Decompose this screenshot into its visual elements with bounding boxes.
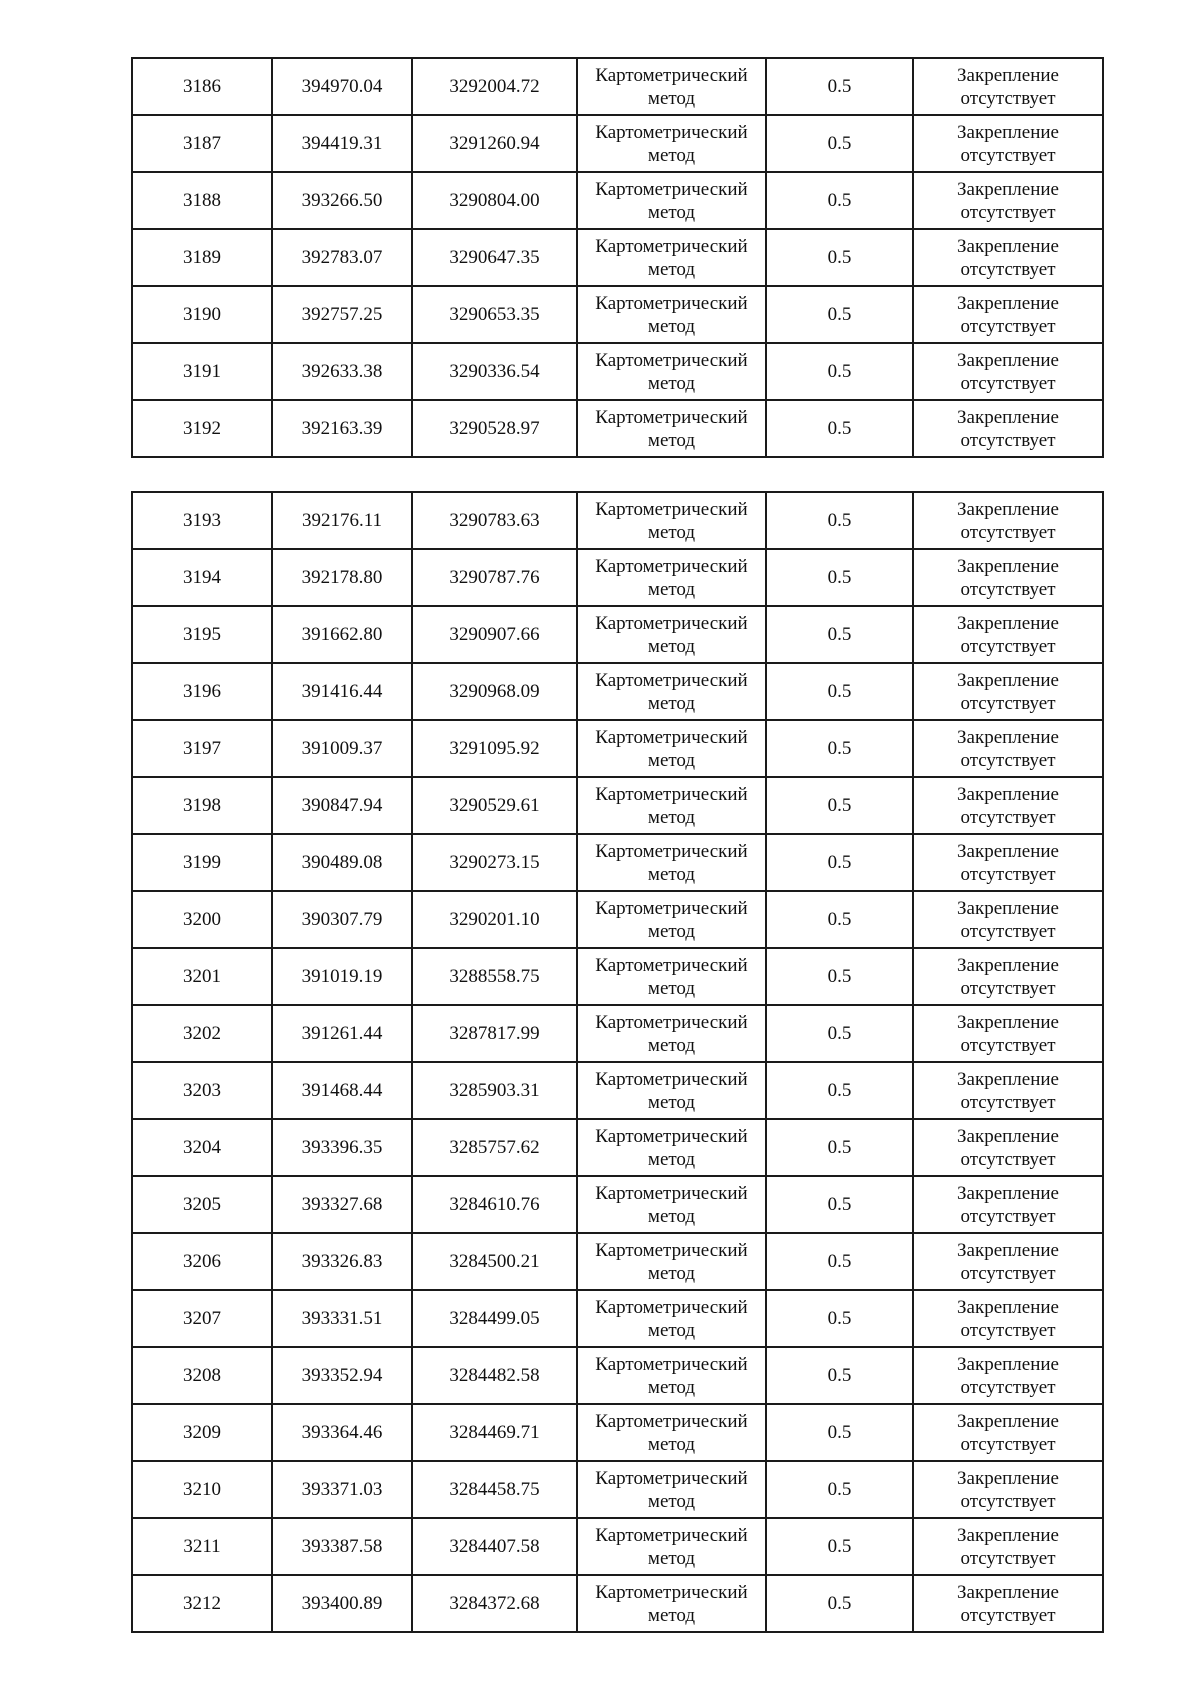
method-cell xyxy=(577,720,766,777)
method-text-line: метод xyxy=(647,201,696,223)
table-row xyxy=(132,1347,1103,1404)
x-coordinate-cell: 393266.50 xyxy=(272,172,412,229)
method-cell xyxy=(577,58,766,115)
x-coordinate-cell: 392163.39 xyxy=(272,400,412,457)
x-coordinate-cell: 392178.80 xyxy=(272,549,412,606)
table-row xyxy=(132,115,1103,172)
fixing-text-line: отсутствует xyxy=(960,1604,1056,1626)
fixing-text-line: отсутствует xyxy=(960,1547,1056,1569)
fixing-cell xyxy=(913,948,1103,1005)
point-number-cell: 3198 xyxy=(132,777,272,834)
point-number-cell: 3202 xyxy=(132,1005,272,1062)
point-number-cell: 3208 xyxy=(132,1347,272,1404)
point-number-cell: 3193 xyxy=(132,492,272,549)
method-text-line: метод xyxy=(647,1490,696,1512)
fixing-text-line: Закрепление xyxy=(957,235,1059,257)
x-coordinate-cell: 392783.07 xyxy=(272,229,412,286)
method-text-line: метод xyxy=(647,920,696,942)
method-cell xyxy=(577,400,766,457)
fixing-text-line: Закрепление xyxy=(957,1182,1059,1204)
fixing-text-line: Закрепление xyxy=(957,1524,1059,1546)
method-text-line: Картометрический xyxy=(595,64,748,86)
y-coordinate-cell: 3290201.10 xyxy=(412,891,577,948)
y-coordinate-cell: 3285903.31 xyxy=(412,1062,577,1119)
fixing-cell xyxy=(913,172,1103,229)
method-cell xyxy=(577,343,766,400)
table-row xyxy=(132,606,1103,663)
fixing-cell xyxy=(913,229,1103,286)
fixing-text-line: Закрепление xyxy=(957,669,1059,691)
fixing-cell xyxy=(913,115,1103,172)
y-coordinate-cell: 3284499.05 xyxy=(412,1290,577,1347)
x-coordinate-cell: 393331.51 xyxy=(272,1290,412,1347)
coordinates-table-top xyxy=(131,57,1104,458)
accuracy-cell: 0.5 xyxy=(766,1233,913,1290)
point-number-cell: 3200 xyxy=(132,891,272,948)
fixing-text-line: отсутствует xyxy=(960,863,1056,885)
x-coordinate-cell: 394419.31 xyxy=(272,115,412,172)
x-coordinate-cell: 393371.03 xyxy=(272,1461,412,1518)
method-text-line: Картометрический xyxy=(595,1125,748,1147)
method-text-line: Картометрический xyxy=(595,1182,748,1204)
fixing-cell xyxy=(913,777,1103,834)
method-text-line: Картометрический xyxy=(595,406,748,428)
method-text-line: метод xyxy=(647,1547,696,1569)
method-text-line: метод xyxy=(647,1604,696,1626)
accuracy-cell: 0.5 xyxy=(766,115,913,172)
fixing-cell xyxy=(913,492,1103,549)
method-text-line: Картометрический xyxy=(595,1524,748,1546)
fixing-text-line: Закрепление xyxy=(957,954,1059,976)
fixing-text-line: Закрепление xyxy=(957,897,1059,919)
fixing-text-line: отсутствует xyxy=(960,1262,1056,1284)
fixing-text-line: отсутствует xyxy=(960,1148,1056,1170)
method-text-line: метод xyxy=(647,1319,696,1341)
accuracy-cell: 0.5 xyxy=(766,1404,913,1461)
accuracy-cell: 0.5 xyxy=(766,58,913,115)
method-text-line: метод xyxy=(647,749,696,771)
fixing-cell xyxy=(913,1461,1103,1518)
method-text-line: Картометрический xyxy=(595,1410,748,1432)
point-number-cell: 3195 xyxy=(132,606,272,663)
table-row xyxy=(132,1005,1103,1062)
method-cell xyxy=(577,492,766,549)
y-coordinate-cell: 3291095.92 xyxy=(412,720,577,777)
method-text-line: Картометрический xyxy=(595,954,748,976)
accuracy-cell: 0.5 xyxy=(766,663,913,720)
fixing-cell xyxy=(913,663,1103,720)
y-coordinate-cell: 3290907.66 xyxy=(412,606,577,663)
y-coordinate-cell: 3290336.54 xyxy=(412,343,577,400)
fixing-cell xyxy=(913,1119,1103,1176)
fixing-cell xyxy=(913,1404,1103,1461)
fixing-text-line: отсутствует xyxy=(960,692,1056,714)
method-text-line: Картометрический xyxy=(595,178,748,200)
method-text-line: метод xyxy=(647,578,696,600)
method-text-line: Картометрический xyxy=(595,1011,748,1033)
y-coordinate-cell: 3287817.99 xyxy=(412,1005,577,1062)
fixing-text-line: отсутствует xyxy=(960,429,1056,451)
accuracy-cell: 0.5 xyxy=(766,1119,913,1176)
point-number-cell: 3211 xyxy=(132,1518,272,1575)
coordinates-table-bottom xyxy=(131,491,1104,1633)
fixing-text-line: Закрепление xyxy=(957,783,1059,805)
method-text-line: Картометрический xyxy=(595,783,748,805)
method-cell xyxy=(577,286,766,343)
fixing-text-line: Закрепление xyxy=(957,121,1059,143)
method-text-line: метод xyxy=(647,692,696,714)
fixing-cell xyxy=(913,1290,1103,1347)
method-cell xyxy=(577,1233,766,1290)
method-text-line: Картометрический xyxy=(595,897,748,919)
fixing-text-line: отсутствует xyxy=(960,578,1056,600)
method-text-line: метод xyxy=(647,1091,696,1113)
x-coordinate-cell: 393396.35 xyxy=(272,1119,412,1176)
fixing-text-line: отсутствует xyxy=(960,1376,1056,1398)
method-text-line: метод xyxy=(647,372,696,394)
fixing-text-line: отсутствует xyxy=(960,315,1056,337)
method-text-line: Картометрический xyxy=(595,555,748,577)
table-row xyxy=(132,663,1103,720)
method-text-line: Картометрический xyxy=(595,121,748,143)
table-row xyxy=(132,891,1103,948)
x-coordinate-cell: 391416.44 xyxy=(272,663,412,720)
point-number-cell: 3206 xyxy=(132,1233,272,1290)
fixing-text-line: отсутствует xyxy=(960,144,1056,166)
x-coordinate-cell: 391019.19 xyxy=(272,948,412,1005)
accuracy-cell: 0.5 xyxy=(766,172,913,229)
method-text-line: Картометрический xyxy=(595,498,748,520)
accuracy-cell: 0.5 xyxy=(766,1347,913,1404)
y-coordinate-cell: 3284458.75 xyxy=(412,1461,577,1518)
point-number-cell: 3194 xyxy=(132,549,272,606)
point-number-cell: 3186 xyxy=(132,58,272,115)
x-coordinate-cell: 390847.94 xyxy=(272,777,412,834)
accuracy-cell: 0.5 xyxy=(766,229,913,286)
accuracy-cell: 0.5 xyxy=(766,606,913,663)
point-number-cell: 3189 xyxy=(132,229,272,286)
fixing-text-line: Закрепление xyxy=(957,1467,1059,1489)
table-row xyxy=(132,777,1103,834)
method-text-line: Картометрический xyxy=(595,1296,748,1318)
table-row xyxy=(132,58,1103,115)
y-coordinate-cell: 3288558.75 xyxy=(412,948,577,1005)
method-cell xyxy=(577,172,766,229)
fixing-cell xyxy=(913,1062,1103,1119)
accuracy-cell: 0.5 xyxy=(766,1005,913,1062)
accuracy-cell: 0.5 xyxy=(766,1575,913,1632)
method-text-line: Картометрический xyxy=(595,840,748,862)
table-row xyxy=(132,1290,1103,1347)
method-cell xyxy=(577,834,766,891)
fixing-text-line: Закрепление xyxy=(957,840,1059,862)
method-text-line: метод xyxy=(647,87,696,109)
point-number-cell: 3196 xyxy=(132,663,272,720)
y-coordinate-cell: 3285757.62 xyxy=(412,1119,577,1176)
y-coordinate-cell: 3290529.61 xyxy=(412,777,577,834)
method-text-line: метод xyxy=(647,1433,696,1455)
accuracy-cell: 0.5 xyxy=(766,1290,913,1347)
method-cell xyxy=(577,1176,766,1233)
fixing-text-line: Закрепление xyxy=(957,292,1059,314)
table-row xyxy=(132,1119,1103,1176)
table-row xyxy=(132,172,1103,229)
method-text-line: метод xyxy=(647,315,696,337)
x-coordinate-cell: 394970.04 xyxy=(272,58,412,115)
method-cell xyxy=(577,606,766,663)
method-cell xyxy=(577,663,766,720)
method-text-line: Картометрический xyxy=(595,669,748,691)
fixing-cell xyxy=(913,834,1103,891)
table-row xyxy=(132,1062,1103,1119)
point-number-cell: 3192 xyxy=(132,400,272,457)
fixing-text-line: отсутствует xyxy=(960,1091,1056,1113)
accuracy-cell: 0.5 xyxy=(766,1461,913,1518)
fixing-text-line: отсутствует xyxy=(960,201,1056,223)
method-text-line: метод xyxy=(647,1205,696,1227)
fixing-text-line: Закрепление xyxy=(957,64,1059,86)
method-cell xyxy=(577,1461,766,1518)
method-cell xyxy=(577,777,766,834)
method-text-line: метод xyxy=(647,1262,696,1284)
fixing-text-line: отсутствует xyxy=(960,1433,1056,1455)
y-coordinate-cell: 3284482.58 xyxy=(412,1347,577,1404)
x-coordinate-cell: 391009.37 xyxy=(272,720,412,777)
fixing-cell xyxy=(913,1005,1103,1062)
fixing-text-line: отсутствует xyxy=(960,1034,1056,1056)
fixing-cell xyxy=(913,58,1103,115)
method-text-line: Картометрический xyxy=(595,1353,748,1375)
table-row xyxy=(132,343,1103,400)
fixing-text-line: отсутствует xyxy=(960,920,1056,942)
fixing-text-line: Закрепление xyxy=(957,406,1059,428)
method-text-line: метод xyxy=(647,144,696,166)
method-cell xyxy=(577,1290,766,1347)
point-number-cell: 3207 xyxy=(132,1290,272,1347)
fixing-text-line: отсутствует xyxy=(960,372,1056,394)
fixing-text-line: отсутствует xyxy=(960,521,1056,543)
fixing-text-line: Закрепление xyxy=(957,1125,1059,1147)
y-coordinate-cell: 3291260.94 xyxy=(412,115,577,172)
accuracy-cell: 0.5 xyxy=(766,343,913,400)
x-coordinate-cell: 393326.83 xyxy=(272,1233,412,1290)
x-coordinate-cell: 390489.08 xyxy=(272,834,412,891)
method-text-line: метод xyxy=(647,806,696,828)
fixing-text-line: Закрепление xyxy=(957,1296,1059,1318)
point-number-cell: 3204 xyxy=(132,1119,272,1176)
y-coordinate-cell: 3284372.68 xyxy=(412,1575,577,1632)
fixing-text-line: отсутствует xyxy=(960,977,1056,999)
fixing-text-line: Закрепление xyxy=(957,555,1059,577)
table-row xyxy=(132,1575,1103,1632)
fixing-text-line: Закрепление xyxy=(957,1239,1059,1261)
point-number-cell: 3203 xyxy=(132,1062,272,1119)
method-text-line: Картометрический xyxy=(595,612,748,634)
x-coordinate-cell: 391662.80 xyxy=(272,606,412,663)
x-coordinate-cell: 393352.94 xyxy=(272,1347,412,1404)
point-number-cell: 3210 xyxy=(132,1461,272,1518)
x-coordinate-cell: 393327.68 xyxy=(272,1176,412,1233)
fixing-text-line: отсутствует xyxy=(960,806,1056,828)
x-coordinate-cell: 393400.89 xyxy=(272,1575,412,1632)
fixing-cell xyxy=(913,891,1103,948)
y-coordinate-cell: 3284610.76 xyxy=(412,1176,577,1233)
accuracy-cell: 0.5 xyxy=(766,549,913,606)
fixing-cell xyxy=(913,1233,1103,1290)
method-text-line: метод xyxy=(647,429,696,451)
fixing-cell xyxy=(913,400,1103,457)
accuracy-cell: 0.5 xyxy=(766,492,913,549)
method-cell xyxy=(577,1347,766,1404)
fixing-cell xyxy=(913,1176,1103,1233)
y-coordinate-cell: 3290968.09 xyxy=(412,663,577,720)
point-number-cell: 3188 xyxy=(132,172,272,229)
fixing-cell xyxy=(913,286,1103,343)
accuracy-cell: 0.5 xyxy=(766,286,913,343)
method-cell xyxy=(577,1119,766,1176)
y-coordinate-cell: 3290783.63 xyxy=(412,492,577,549)
fixing-text-line: отсутствует xyxy=(960,1205,1056,1227)
y-coordinate-cell: 3284500.21 xyxy=(412,1233,577,1290)
accuracy-cell: 0.5 xyxy=(766,1176,913,1233)
point-number-cell: 3191 xyxy=(132,343,272,400)
table-row xyxy=(132,400,1103,457)
accuracy-cell: 0.5 xyxy=(766,948,913,1005)
y-coordinate-cell: 3290528.97 xyxy=(412,400,577,457)
method-cell xyxy=(577,1518,766,1575)
y-coordinate-cell: 3284407.58 xyxy=(412,1518,577,1575)
method-cell xyxy=(577,115,766,172)
table-row xyxy=(132,1461,1103,1518)
y-coordinate-cell: 3290804.00 xyxy=(412,172,577,229)
point-number-cell: 3187 xyxy=(132,115,272,172)
point-number-cell: 3190 xyxy=(132,286,272,343)
fixing-cell xyxy=(913,606,1103,663)
fixing-text-line: отсутствует xyxy=(960,1319,1056,1341)
method-text-line: Картометрический xyxy=(595,1581,748,1603)
x-coordinate-cell: 392757.25 xyxy=(272,286,412,343)
table-row xyxy=(132,948,1103,1005)
table-row xyxy=(132,1518,1103,1575)
point-number-cell: 3212 xyxy=(132,1575,272,1632)
method-text-line: метод xyxy=(647,635,696,657)
table-row xyxy=(132,229,1103,286)
table-row xyxy=(132,1404,1103,1461)
fixing-text-line: Закрепление xyxy=(957,1068,1059,1090)
method-cell xyxy=(577,229,766,286)
fixing-text-line: Закрепление xyxy=(957,726,1059,748)
fixing-text-line: Закрепление xyxy=(957,612,1059,634)
accuracy-cell: 0.5 xyxy=(766,777,913,834)
accuracy-cell: 0.5 xyxy=(766,891,913,948)
fixing-text-line: Закрепление xyxy=(957,349,1059,371)
fixing-cell xyxy=(913,1518,1103,1575)
fixing-text-line: Закрепление xyxy=(957,1581,1059,1603)
fixing-text-line: Закрепление xyxy=(957,1353,1059,1375)
fixing-text-line: Закрепление xyxy=(957,178,1059,200)
method-text-line: Картометрический xyxy=(595,1068,748,1090)
fixing-text-line: Закрепление xyxy=(957,1011,1059,1033)
point-number-cell: 3201 xyxy=(132,948,272,1005)
table-row xyxy=(132,286,1103,343)
method-cell xyxy=(577,1005,766,1062)
fixing-text-line: отсутствует xyxy=(960,258,1056,280)
fixing-cell xyxy=(913,343,1103,400)
method-cell xyxy=(577,1575,766,1632)
table-row xyxy=(132,1233,1103,1290)
table-row xyxy=(132,1176,1103,1233)
fixing-text-line: отсутствует xyxy=(960,749,1056,771)
y-coordinate-cell: 3284469.71 xyxy=(412,1404,577,1461)
y-coordinate-cell: 3290273.15 xyxy=(412,834,577,891)
x-coordinate-cell: 391261.44 xyxy=(272,1005,412,1062)
method-text-line: метод xyxy=(647,1148,696,1170)
y-coordinate-cell: 3290787.76 xyxy=(412,549,577,606)
method-cell xyxy=(577,891,766,948)
method-text-line: Картометрический xyxy=(595,726,748,748)
method-text-line: метод xyxy=(647,1034,696,1056)
table-row xyxy=(132,492,1103,549)
method-text-line: метод xyxy=(647,863,696,885)
method-text-line: метод xyxy=(647,258,696,280)
point-number-cell: 3205 xyxy=(132,1176,272,1233)
method-text-line: метод xyxy=(647,977,696,999)
fixing-cell xyxy=(913,1575,1103,1632)
x-coordinate-cell: 390307.79 xyxy=(272,891,412,948)
table-row xyxy=(132,549,1103,606)
method-text-line: Картометрический xyxy=(595,1239,748,1261)
x-coordinate-cell: 392633.38 xyxy=(272,343,412,400)
x-coordinate-cell: 393387.58 xyxy=(272,1518,412,1575)
method-text-line: Картометрический xyxy=(595,235,748,257)
method-text-line: Картометрический xyxy=(595,1467,748,1489)
method-text-line: метод xyxy=(647,521,696,543)
fixing-cell xyxy=(913,1347,1103,1404)
accuracy-cell: 0.5 xyxy=(766,1518,913,1575)
point-number-cell: 3199 xyxy=(132,834,272,891)
method-cell xyxy=(577,1404,766,1461)
point-number-cell: 3197 xyxy=(132,720,272,777)
x-coordinate-cell: 392176.11 xyxy=(272,492,412,549)
accuracy-cell: 0.5 xyxy=(766,400,913,457)
fixing-text-line: Закрепление xyxy=(957,1410,1059,1432)
fixing-cell xyxy=(913,720,1103,777)
x-coordinate-cell: 393364.46 xyxy=(272,1404,412,1461)
fixing-text-line: отсутствует xyxy=(960,87,1056,109)
method-cell xyxy=(577,948,766,1005)
method-text-line: Картометрический xyxy=(595,292,748,314)
y-coordinate-cell: 3292004.72 xyxy=(412,58,577,115)
fixing-cell xyxy=(913,549,1103,606)
method-cell xyxy=(577,549,766,606)
fixing-text-line: Закрепление xyxy=(957,498,1059,520)
accuracy-cell: 0.5 xyxy=(766,834,913,891)
point-number-cell: 3209 xyxy=(132,1404,272,1461)
fixing-text-line: отсутствует xyxy=(960,635,1056,657)
method-text-line: Картометрический xyxy=(595,349,748,371)
method-cell xyxy=(577,1062,766,1119)
y-coordinate-cell: 3290653.35 xyxy=(412,286,577,343)
fixing-text-line: отсутствует xyxy=(960,1490,1056,1512)
x-coordinate-cell: 391468.44 xyxy=(272,1062,412,1119)
accuracy-cell: 0.5 xyxy=(766,1062,913,1119)
y-coordinate-cell: 3290647.35 xyxy=(412,229,577,286)
method-text-line: метод xyxy=(647,1376,696,1398)
table-row xyxy=(132,834,1103,891)
accuracy-cell: 0.5 xyxy=(766,720,913,777)
table-row xyxy=(132,720,1103,777)
